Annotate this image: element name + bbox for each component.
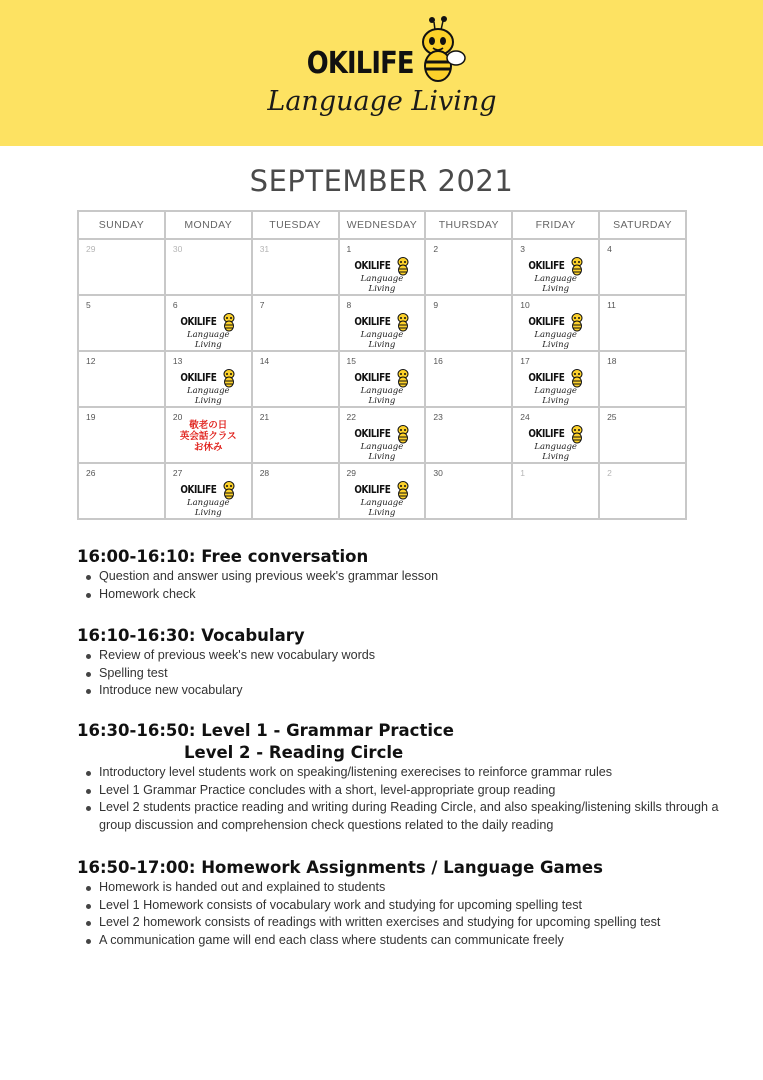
schedule-section-2 — [77, 625, 747, 700]
calendar-day-cell — [165, 295, 252, 351]
list-item: Introduce new vocabulary — [77, 682, 747, 700]
day-number: 2 — [607, 468, 612, 478]
day-number: 12 — [86, 356, 96, 366]
holiday-note-line: お休み — [194, 442, 223, 453]
mini-brand-name: OKILIFE — [354, 372, 391, 384]
mini-tagline: Language Living — [186, 498, 230, 518]
day-number: 27 — [172, 468, 183, 478]
weekday-header-row — [78, 211, 686, 239]
calendar-day-cell — [339, 239, 426, 295]
mini-brand-name: OKILIFE — [180, 316, 217, 328]
bullet-list — [77, 879, 747, 949]
day-number: 15 — [346, 356, 356, 366]
calendar-day-cell — [78, 351, 165, 407]
calendar-day-cell — [339, 463, 426, 519]
calendar-day-cell — [165, 351, 252, 407]
calendar-day-cell — [252, 239, 339, 295]
class-day-logo — [350, 310, 414, 350]
calendar-day-cell — [339, 407, 426, 463]
list-item: Homework is handed out and explained to students — [77, 879, 747, 897]
calendar-grid — [77, 210, 687, 520]
mini-tagline: Language Living — [360, 274, 404, 294]
section-subtitle: Level 2 - Reading Circle — [184, 743, 404, 762]
mini-brand-name: OKILIFE — [354, 484, 391, 496]
calendar-day-cell — [425, 295, 512, 351]
mini-brand-name: OKILIFE — [354, 428, 391, 440]
weekday-header: SUNDAY — [78, 211, 165, 239]
list-item: Level 2 homework consists of readings with written exercises and studying for upcoming spelling test — [77, 914, 747, 932]
brand-tagline: Language Living — [267, 86, 497, 117]
bee-mascot-icon — [568, 422, 586, 444]
bee-mascot-icon — [394, 310, 412, 332]
class-day-logo — [350, 366, 414, 406]
holiday-note — [166, 420, 251, 453]
day-number: 16 — [433, 356, 443, 366]
mini-brand-name: OKILIFE — [528, 260, 565, 272]
bee-mascot-icon — [220, 366, 238, 388]
class-day-logo — [524, 310, 588, 350]
mini-brand-name: OKILIFE — [528, 316, 565, 328]
bee-mascot-icon — [220, 310, 238, 332]
bullet-list — [77, 764, 747, 834]
mini-tagline: Language Living — [360, 498, 404, 518]
calendar-week-row — [78, 351, 686, 407]
class-day-logo — [350, 422, 414, 462]
day-number: 2 — [433, 244, 439, 254]
calendar-week-row — [78, 407, 686, 463]
calendar-day-cell — [425, 351, 512, 407]
day-number: 7 — [259, 300, 265, 310]
bee-mascot-icon — [394, 254, 412, 276]
calendar-day-cell — [512, 351, 599, 407]
calendar-day-cell — [165, 463, 252, 519]
list-item: Spelling test — [77, 665, 747, 683]
schedule-section-1 — [77, 546, 747, 603]
mini-brand-name: OKILIFE — [180, 372, 217, 384]
mini-tagline: Language Living — [186, 330, 230, 350]
day-number: 19 — [86, 412, 96, 422]
bee-mascot-icon — [568, 366, 586, 388]
class-day-logo — [176, 366, 240, 406]
mini-tagline: Language Living — [186, 386, 230, 406]
class-day-logo — [350, 478, 414, 518]
calendar-day-cell — [78, 239, 165, 295]
mini-brand-name: OKILIFE — [180, 484, 217, 496]
day-number: 22 — [346, 412, 356, 422]
bullet-list — [77, 568, 747, 603]
class-day-logo — [176, 310, 240, 350]
weekday-header: FRIDAY — [512, 211, 599, 239]
section-title: 16:50-17:00: Homework Assignments / Language Games — [77, 858, 603, 877]
weekday-header: SATURDAY — [599, 211, 686, 239]
list-item: Level 2 students practice reading and writing during Reading Circle, and also speaking/listening skills through a group discussion and comprehension check questions related to the daily reading — [77, 799, 747, 834]
day-number: 6 — [172, 300, 178, 310]
list-item: Level 1 Homework consists of vocabulary work and studying for upcoming spelling test — [77, 897, 747, 915]
day-number: 26 — [86, 468, 96, 478]
day-number: 5 — [86, 300, 91, 310]
day-number: 18 — [607, 356, 617, 366]
okilife-logo — [0, 0, 763, 146]
calendar-day-cell — [78, 463, 165, 519]
bee-mascot-icon — [394, 478, 412, 500]
bee-mascot-icon — [394, 366, 412, 388]
day-number: 29 — [86, 244, 96, 254]
day-number: 29 — [346, 468, 356, 478]
list-item: Introductory level students work on speaking/listening exerecises to reinforce grammar rules — [77, 764, 747, 782]
class-day-logo — [524, 422, 588, 462]
calendar-day-cell — [425, 239, 512, 295]
class-day-logo — [524, 366, 588, 406]
holiday-note-line: 敬老の日 — [189, 420, 228, 431]
calendar-day-cell — [425, 463, 512, 519]
day-number: 30 — [172, 244, 183, 254]
bee-mascot-icon — [220, 478, 238, 500]
calendar-day-cell — [339, 295, 426, 351]
day-number: 30 — [433, 468, 443, 478]
header-banner — [0, 0, 763, 146]
day-number: 25 — [607, 412, 617, 422]
bee-mascot-icon — [568, 254, 586, 276]
schedule-section-3 — [77, 720, 747, 834]
weekday-header: WEDNESDAY — [339, 211, 426, 239]
list-item: Level 1 Grammar Practice concludes with a short, level-appropriate group reading — [77, 782, 747, 800]
class-day-logo — [350, 254, 414, 294]
weekday-header: TUESDAY — [252, 211, 339, 239]
day-number: 28 — [259, 468, 270, 478]
day-number: 1 — [520, 468, 525, 478]
schedule-section-4 — [77, 857, 747, 949]
calendar-day-cell — [165, 239, 252, 295]
day-number: 24 — [520, 412, 530, 422]
bullet-list — [77, 647, 747, 700]
section-title: 16:10-16:30: Vocabulary — [77, 626, 305, 645]
calendar-day-cell — [512, 407, 599, 463]
day-number: 10 — [520, 300, 530, 310]
day-number: 17 — [520, 356, 530, 366]
day-number: 20 — [172, 412, 183, 422]
calendar-day-cell — [512, 295, 599, 351]
calendar-day-cell — [599, 463, 686, 519]
mini-brand-name: OKILIFE — [528, 372, 565, 384]
bee-mascot-icon — [568, 310, 586, 332]
day-number: 11 — [607, 300, 616, 310]
calendar-day-cell — [78, 407, 165, 463]
calendar-day-cell — [339, 351, 426, 407]
day-number: 13 — [172, 356, 183, 366]
mini-tagline: Language Living — [534, 274, 577, 294]
calendar-day-cell — [78, 295, 165, 351]
day-number: 14 — [259, 356, 270, 366]
bee-mascot-icon — [394, 422, 412, 444]
list-item: Question and answer using previous week's grammar lesson — [77, 568, 747, 586]
section-title: 16:30-16:50: Level 1 - Grammar Practice — [77, 721, 454, 740]
day-number: 1 — [346, 244, 352, 254]
day-number: 21 — [259, 412, 270, 422]
day-number: 8 — [346, 300, 352, 310]
month-calendar — [77, 210, 687, 516]
calendar-day-cell — [252, 351, 339, 407]
calendar-day-cell — [512, 239, 599, 295]
calendar-week-row — [78, 295, 686, 351]
mini-tagline: Language Living — [360, 386, 404, 406]
mini-tagline: Language Living — [534, 330, 577, 350]
calendar-day-cell — [599, 295, 686, 351]
section-title: 16:00-16:10: Free conversation — [77, 547, 369, 566]
class-day-logo — [524, 254, 588, 294]
calendar-title: SEPTEMBER 2021 — [249, 164, 514, 198]
mini-tagline: Language Living — [360, 442, 404, 462]
class-day-logo — [176, 478, 240, 518]
day-number: 23 — [433, 412, 443, 422]
calendar-day-cell — [252, 407, 339, 463]
calendar-week-row — [78, 463, 686, 519]
calendar-day-cell — [165, 407, 252, 463]
calendar-day-cell — [599, 351, 686, 407]
brand-name: OKILIFE — [306, 46, 414, 81]
day-number: 4 — [607, 244, 612, 254]
list-item: Homework check — [77, 586, 747, 604]
mini-tagline: Language Living — [360, 330, 404, 350]
list-item: Review of previous week's new vocabulary words — [77, 647, 747, 665]
day-number: 9 — [433, 300, 439, 310]
mini-brand-name: OKILIFE — [354, 316, 391, 328]
list-item: A communication game will end each class where students can communicate freely — [77, 932, 747, 950]
day-number: 3 — [520, 244, 525, 254]
bee-mascot-icon — [410, 14, 468, 86]
holiday-note-line: 英会話クラス — [179, 431, 237, 442]
calendar-day-cell — [599, 407, 686, 463]
calendar-day-cell — [252, 463, 339, 519]
mini-brand-name: OKILIFE — [528, 428, 565, 440]
mini-tagline: Language Living — [534, 442, 577, 462]
calendar-day-cell — [252, 295, 339, 351]
calendar-day-cell — [599, 239, 686, 295]
calendar-week-row — [78, 239, 686, 295]
mini-brand-name: OKILIFE — [354, 260, 391, 272]
mini-tagline: Language Living — [534, 386, 577, 406]
calendar-day-cell — [512, 463, 599, 519]
weekday-header: MONDAY — [165, 211, 252, 239]
day-number: 31 — [259, 244, 270, 254]
weekday-header: THURSDAY — [425, 211, 512, 239]
calendar-body — [78, 239, 686, 519]
calendar-day-cell — [425, 407, 512, 463]
